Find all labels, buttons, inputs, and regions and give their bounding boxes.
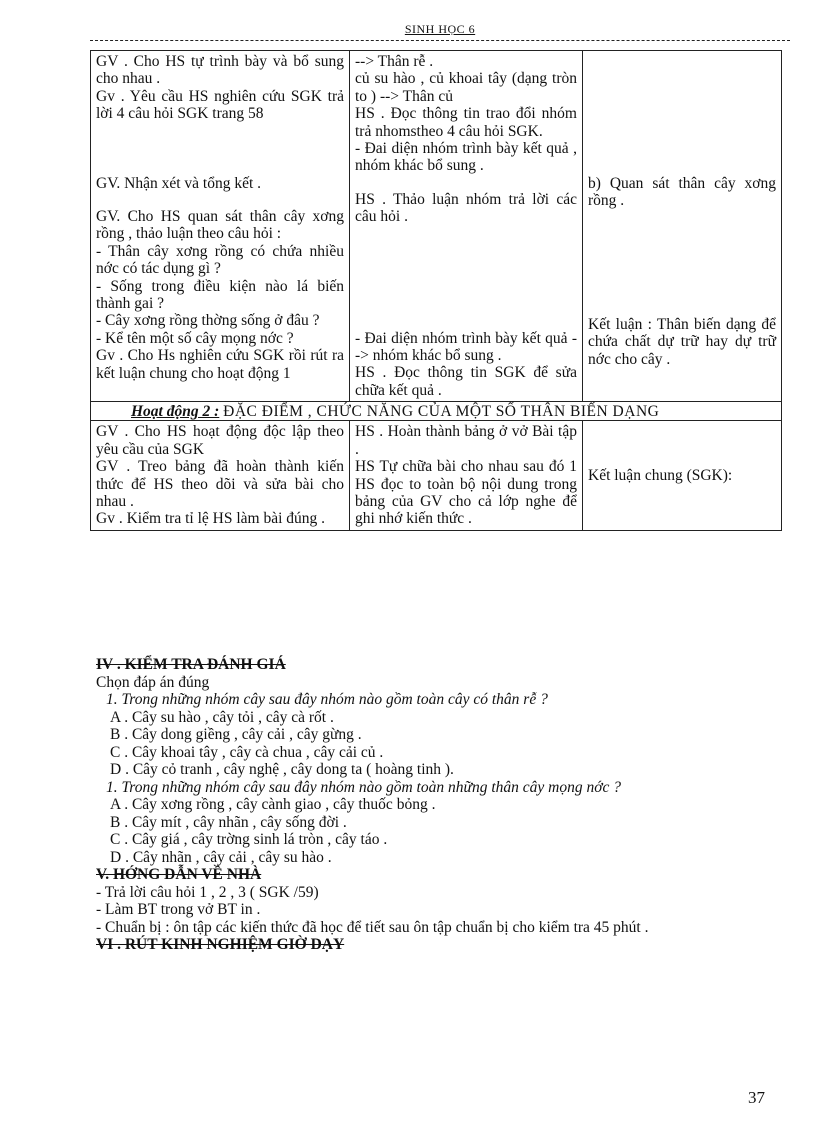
content-line: Kết luận chung (SGK): [588,466,733,484]
answer-option: D . Cây nhãn , cây cải , cây su hào . [110,848,332,866]
answer-option: B . Cây dong giềng , cây cải , cây gừng . [110,726,362,743]
question: 1. Trong những nhóm cây sau đây nhóm nào gồm toàn những thân cây mọng nớc ? [106,778,621,796]
teacher-line: - Kể tên một số cây mọng nớc ? [96,329,294,347]
teacher-line: - Cây xơng rồng thờng sống ở đâu ? [96,312,320,330]
teacher-line: GV. Nhận xét và tổng kết . [96,174,262,192]
homework-item: - Chuẩn bị : ôn tập các kiến thức đã học để tiết sau ôn tập chuẩn bị cho kiểm tra 45 phút . [96,918,649,936]
content-line: b) Quan sát thân cây xơng rồng . [588,175,776,210]
teacher-line: Gv . Yêu cầu HS nghiên cứu SGK trả lời 4 câu hỏi SGK trang 58 [96,87,344,123]
content-cell [583,51,782,402]
assessment-section [96,656,786,954]
student-line: HS . Hoàn thành bảng ở vở Bài tập . [355,423,577,458]
activity-cell [91,402,782,421]
answer-option: A . Cây su hào , cây tỏi , cây cà rốt . [110,708,334,726]
student-line: - Đai diện nhóm trình bày kết quả , nhóm khác bổ sung . [355,140,577,175]
student-line: --> Thân rễ . [355,53,434,70]
answer-option: A . Cây xơng rồng , cây cành giao , cây thuốc bỏng . [110,796,436,813]
answer-option: C . Cây khoai tây , cây cà chua , cây cải củ . [110,743,384,761]
homework-item: - Làm BT trong vở BT in . [96,901,261,918]
activity-row [91,402,782,421]
section-intro: Chọn đáp án đúng [96,673,210,691]
teacher-line: Gv . Kiểm tra tỉ lệ HS làm bài đúng . [96,510,326,528]
table-row [91,421,782,530]
student-cell [350,51,583,402]
content-cell [583,421,782,530]
table-row [91,51,782,402]
teacher-line: Gv . Cho Hs nghiên cứu SGK rồi rút ra kết luận chung cho hoạt động 1 [96,347,344,382]
teacher-cell [91,51,350,402]
answer-option: C . Cây giá , cây trờng sinh lá tròn , cây táo . [110,831,388,848]
section-title: VI . RÚT KINH NGHIỆM GIỜ DẠY [96,936,345,953]
teacher-cell [91,421,350,530]
page-number: 37 [748,1088,765,1107]
question: 1. Trong những nhóm cây sau đây nhóm nào gồm toàn cây có thân rễ ? [106,691,548,708]
header-title: SINH HỌC 6 [404,22,476,36]
student-line: - Đai diện nhóm trình bày kết quả --> nhóm khác bổ sung . [355,329,577,365]
answer-option: B . Cây mít , cây nhãn , cây sống đời . [110,813,347,831]
student-cell [350,421,583,530]
student-line: HS . Đọc thông tin trao đổi nhóm trả nhomstheo 4 câu hỏi SGK. [355,105,577,140]
teacher-line: GV. Cho HS quan sát thân cây xơng rồng , thảo luận theo câu hỏi : [96,208,344,243]
teacher-line: GV . Treo bảng đã hoàn thành kiến thức để HS theo dõi và sửa bài cho nhau . [96,458,344,510]
activity-label: Hoạt động 2 : [131,403,220,421]
content-line: Kết luận : Thân biến dạng để chứa chất dự trữ hay dự trữ nớc cho cây . [588,315,776,368]
lesson-table [90,50,782,531]
answer-option: D . Cây cỏ tranh , cây nghệ , cây dong ta ( hoàng tinh ). [110,761,454,778]
student-line: HS Tự chữa bài cho nhau sau đó 1 HS đọc to toàn bộ nội dung trong bảng của GV cho cả lớp nghe để ghi nhớ kiến thức . [355,458,577,528]
student-line: củ su hào , củ khoai tây (dạng tròn to ) --> Thân củ [355,70,577,105]
teacher-line: - Thân cây xơng rồng có chứa nhiều nớc có tác dụng gì ? [96,242,344,278]
student-line: HS . Đọc thông tin SGK để sửa chữa kết quả . [355,364,577,399]
activity-title: ĐẶC ĐIỂM , CHỨC NĂNG CỦA MỘT SỐ THÂN BIẾN DẠNG [223,403,660,421]
teacher-line: - Sống trong điều kiện nào lá biến thành gai ? [96,277,344,313]
teacher-line: GV . Cho HS hoạt động độc lập theo yêu cầu của SGK [96,423,344,458]
section-title: V. HỚNG DẪN VỀ NHÀ [96,866,262,883]
page-header [90,22,790,41]
section-title: IV . KIỂM TRA ĐÁNH GIÁ [96,656,286,673]
student-line: HS . Thảo luận nhóm trả lời các câu hỏi . [355,190,577,226]
homework-item: - Trả lời câu hỏi 1 , 2 , 3 ( SGK /59) [96,883,319,901]
teacher-line: GV . Cho HS tự trình bày và bổ sung cho nhau . [96,53,344,88]
